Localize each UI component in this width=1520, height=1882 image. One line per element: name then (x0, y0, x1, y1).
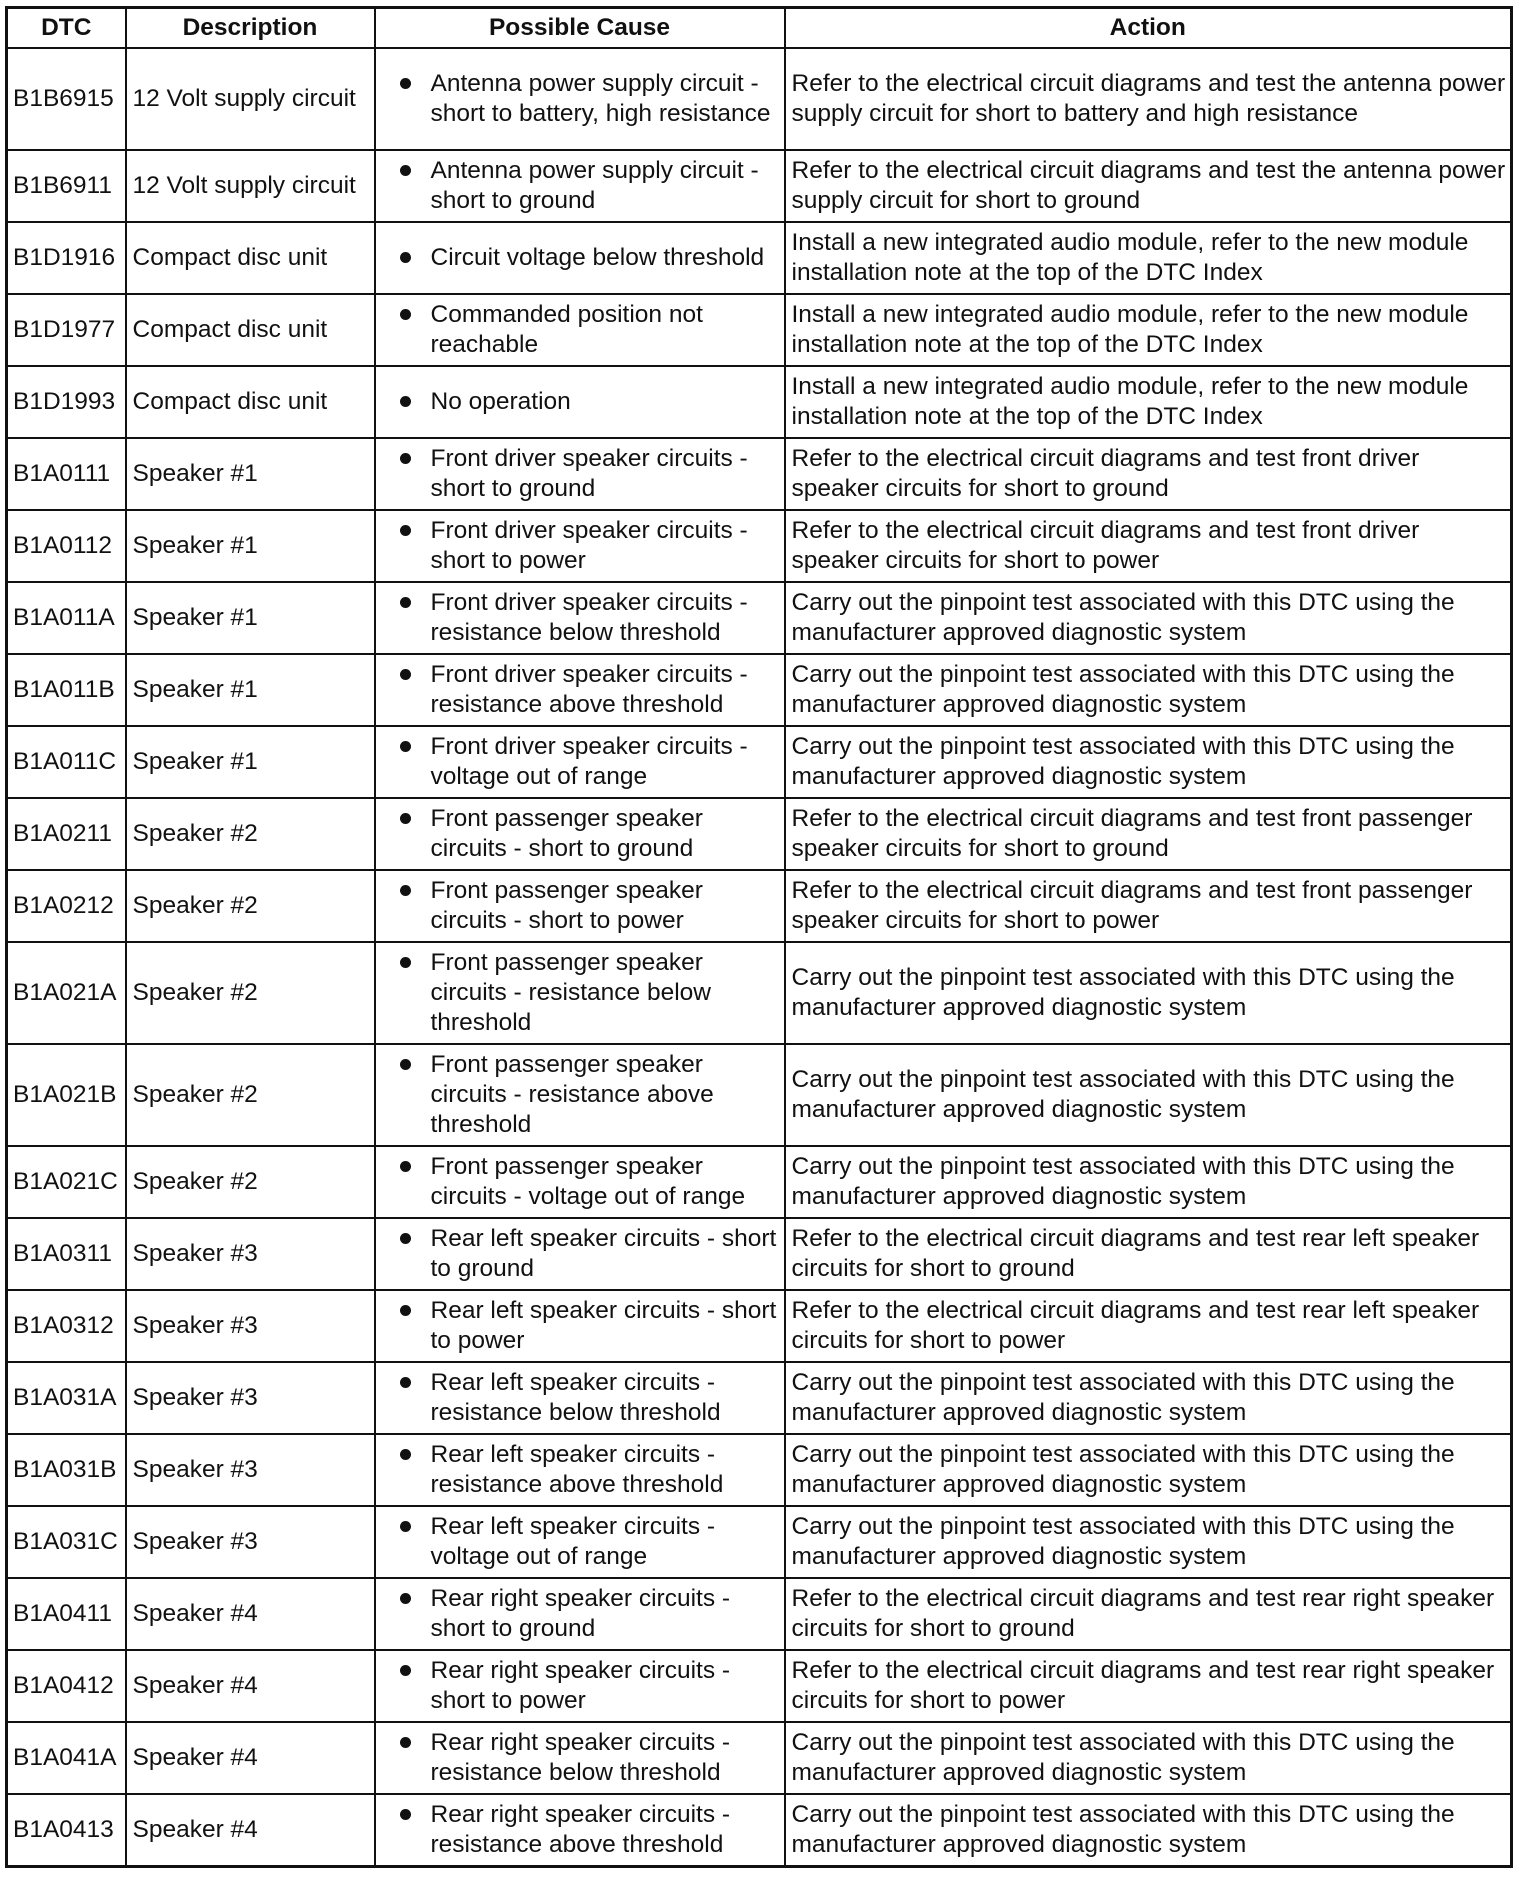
action: Carry out the pinpoint test associated with this DTC using the manufacturer approved diagnostic system (785, 1722, 1512, 1794)
cause-text: Rear left speaker circuits - short to power (430, 1297, 777, 1354)
possible-cause (375, 1362, 785, 1434)
action: Refer to the electrical circuit diagrams and test rear left speaker circuits for short to ground (785, 1218, 1512, 1290)
action: Refer to the electrical circuit diagrams and test the antenna power supply circuit for short to ground (785, 150, 1512, 222)
dtc-code: B1D1977 (7, 294, 126, 366)
description: Speaker #4 (126, 1650, 375, 1722)
bullet-icon (400, 309, 411, 320)
description: Speaker #2 (126, 798, 375, 870)
description: Speaker #1 (126, 438, 375, 510)
dtc-table (5, 6, 1513, 1868)
possible-cause (375, 1722, 785, 1794)
dtc-code: B1D1916 (7, 222, 126, 294)
possible-cause (375, 1290, 785, 1362)
possible-cause (375, 1218, 785, 1290)
cause-text: Rear left speaker circuits - short to ground (430, 1225, 777, 1282)
possible-cause (375, 1578, 785, 1650)
dtc-code: B1A0412 (7, 1650, 126, 1722)
header-row (7, 8, 1512, 49)
description: Speaker #2 (126, 942, 375, 1044)
table-row (7, 1146, 1512, 1218)
bullet-icon (400, 1059, 411, 1070)
table-row (7, 1218, 1512, 1290)
action: Carry out the pinpoint test associated with this DTC using the manufacturer approved diagnostic system (785, 1044, 1512, 1146)
bullet-icon (400, 165, 411, 176)
dtc-code: B1A0111 (7, 438, 126, 510)
dtc-code: B1A021C (7, 1146, 126, 1218)
bullet-icon (400, 669, 411, 680)
possible-cause (375, 510, 785, 582)
bullet-icon (400, 741, 411, 752)
possible-cause (375, 1146, 785, 1218)
cause-text: Rear left speaker circuits - resistance below threshold (430, 1369, 721, 1426)
description: Speaker #3 (126, 1218, 375, 1290)
table-row (7, 870, 1512, 942)
cause-text: Rear left speaker circuits - resistance above threshold (430, 1441, 724, 1498)
dtc-code: B1A0211 (7, 798, 126, 870)
bullet-icon (400, 1233, 411, 1244)
bullet-icon (400, 1665, 411, 1676)
cause-text: Front driver speaker circuits - voltage out of range (430, 733, 748, 790)
dtc-code: B1A0411 (7, 1578, 126, 1650)
action: Refer to the electrical circuit diagrams and test front driver speaker circuits for short to power (785, 510, 1512, 582)
dtc-code: B1A011B (7, 654, 126, 726)
header-dtc: DTC (7, 8, 126, 49)
action: Refer to the electrical circuit diagrams and test front driver speaker circuits for short to ground (785, 438, 1512, 510)
table-row (7, 1362, 1512, 1434)
cause-text: No operation (430, 388, 571, 415)
description: Speaker #3 (126, 1362, 375, 1434)
table-row (7, 48, 1512, 150)
table-row (7, 1650, 1512, 1722)
description: Speaker #2 (126, 870, 375, 942)
action: Carry out the pinpoint test associated with this DTC using the manufacturer approved diagnostic system (785, 582, 1512, 654)
description: Speaker #1 (126, 654, 375, 726)
possible-cause (375, 798, 785, 870)
table-row (7, 1578, 1512, 1650)
cause-text: Rear right speaker circuits - short to power (430, 1657, 731, 1714)
possible-cause (375, 366, 785, 438)
table-row (7, 1290, 1512, 1362)
header-action: Action (785, 8, 1512, 49)
possible-cause (375, 150, 785, 222)
action: Carry out the pinpoint test associated with this DTC using the manufacturer approved diagnostic system (785, 654, 1512, 726)
dtc-code: B1A031A (7, 1362, 126, 1434)
action: Refer to the electrical circuit diagrams and test front passenger speaker circuits for short to ground (785, 798, 1512, 870)
table-row (7, 1044, 1512, 1146)
table-row (7, 1794, 1512, 1866)
dtc-code: B1A011C (7, 726, 126, 798)
description: 12 Volt supply circuit (126, 48, 375, 150)
possible-cause (375, 870, 785, 942)
table-row (7, 150, 1512, 222)
action: Carry out the pinpoint test associated with this DTC using the manufacturer approved diagnostic system (785, 1506, 1512, 1578)
cause-text: Front passenger speaker circuits - short to ground (430, 805, 703, 862)
description: Speaker #3 (126, 1506, 375, 1578)
action: Install a new integrated audio module, refer to the new module installation note at the top of the DTC Index (785, 222, 1512, 294)
table-row (7, 438, 1512, 510)
dtc-code: B1A031B (7, 1434, 126, 1506)
description: Compact disc unit (126, 366, 375, 438)
description: Speaker #4 (126, 1794, 375, 1866)
table-row (7, 798, 1512, 870)
dtc-code: B1A031C (7, 1506, 126, 1578)
cause-text: Rear left speaker circuits - voltage out of range (430, 1513, 716, 1570)
action: Carry out the pinpoint test associated with this DTC using the manufacturer approved diagnostic system (785, 1794, 1512, 1866)
cause-text: Front passenger speaker circuits - voltage out of range (430, 1153, 746, 1210)
bullet-icon (400, 1305, 411, 1316)
description: 12 Volt supply circuit (126, 150, 375, 222)
possible-cause (375, 726, 785, 798)
description: Speaker #2 (126, 1044, 375, 1146)
possible-cause (375, 582, 785, 654)
action: Install a new integrated audio module, refer to the new module installation note at the top of the DTC Index (785, 294, 1512, 366)
possible-cause (375, 48, 785, 150)
action: Refer to the electrical circuit diagrams and test the antenna power supply circuit for short to battery and high resistance (785, 48, 1512, 150)
bullet-icon (400, 1521, 411, 1532)
action: Refer to the electrical circuit diagrams and test rear right speaker circuits for short to ground (785, 1578, 1512, 1650)
description: Compact disc unit (126, 222, 375, 294)
bullet-icon (400, 885, 411, 896)
description: Speaker #2 (126, 1146, 375, 1218)
possible-cause (375, 294, 785, 366)
possible-cause (375, 942, 785, 1044)
action: Carry out the pinpoint test associated with this DTC using the manufacturer approved diagnostic system (785, 1434, 1512, 1506)
bullet-icon (400, 525, 411, 536)
action: Refer to the electrical circuit diagrams and test rear right speaker circuits for short to power (785, 1650, 1512, 1722)
cause-text: Antenna power supply circuit - short to ground (430, 157, 759, 214)
action: Carry out the pinpoint test associated with this DTC using the manufacturer approved diagnostic system (785, 942, 1512, 1044)
bullet-icon (400, 1161, 411, 1172)
possible-cause (375, 1650, 785, 1722)
table-row (7, 1722, 1512, 1794)
cause-text: Front driver speaker circuits - resistance above threshold (430, 661, 748, 718)
action: Refer to the electrical circuit diagrams and test front passenger speaker circuits for short to power (785, 870, 1512, 942)
cause-text: Rear right speaker circuits - resistance below threshold (430, 1729, 731, 1786)
header-possible-cause: Possible Cause (375, 8, 785, 49)
possible-cause (375, 1506, 785, 1578)
bullet-icon (400, 252, 411, 263)
description: Speaker #1 (126, 510, 375, 582)
table-row (7, 366, 1512, 438)
dtc-code: B1B6915 (7, 48, 126, 150)
table-row (7, 582, 1512, 654)
bullet-icon (400, 396, 411, 407)
description: Compact disc unit (126, 294, 375, 366)
cause-text: Front driver speaker circuits - resistance below threshold (430, 589, 748, 646)
dtc-code: B1A0413 (7, 1794, 126, 1866)
possible-cause (375, 1434, 785, 1506)
header-description: Description (126, 8, 375, 49)
cause-text: Front driver speaker circuits - short to power (430, 517, 748, 574)
cause-text: Commanded position not reachable (430, 301, 703, 358)
dtc-code: B1A0312 (7, 1290, 126, 1362)
bullet-icon (400, 1593, 411, 1604)
table-row (7, 1506, 1512, 1578)
description: Speaker #3 (126, 1290, 375, 1362)
table-row (7, 726, 1512, 798)
cause-text: Circuit voltage below threshold (430, 244, 765, 271)
dtc-code: B1D1993 (7, 366, 126, 438)
cause-text: Antenna power supply circuit - short to battery, high resistance (430, 70, 771, 127)
table-row (7, 222, 1512, 294)
dtc-code: B1A0112 (7, 510, 126, 582)
cause-text: Front passenger speaker circuits - resistance below threshold (430, 949, 711, 1036)
dtc-code: B1A041A (7, 1722, 126, 1794)
cause-text: Front driver speaker circuits - short to ground (430, 445, 748, 502)
dtc-code: B1A0311 (7, 1218, 126, 1290)
bullet-icon (400, 597, 411, 608)
dtc-code: B1A021A (7, 942, 126, 1044)
possible-cause (375, 1044, 785, 1146)
table-row (7, 510, 1512, 582)
bullet-icon (400, 1809, 411, 1820)
cause-text: Front passenger speaker circuits - resistance above threshold (430, 1051, 714, 1138)
table-row (7, 1434, 1512, 1506)
dtc-code: B1A021B (7, 1044, 126, 1146)
possible-cause (375, 654, 785, 726)
possible-cause (375, 1794, 785, 1866)
description: Speaker #4 (126, 1578, 375, 1650)
cause-text: Front passenger speaker circuits - short to power (430, 877, 703, 934)
cause-text: Rear right speaker circuits - short to ground (430, 1585, 731, 1642)
bullet-icon (400, 78, 411, 89)
description: Speaker #1 (126, 582, 375, 654)
description: Speaker #3 (126, 1434, 375, 1506)
possible-cause (375, 222, 785, 294)
description: Speaker #1 (126, 726, 375, 798)
bullet-icon (400, 813, 411, 824)
bullet-icon (400, 1449, 411, 1460)
table-row (7, 942, 1512, 1044)
table-row (7, 654, 1512, 726)
dtc-code: B1B6911 (7, 150, 126, 222)
action: Install a new integrated audio module, refer to the new module installation note at the top of the DTC Index (785, 366, 1512, 438)
bullet-icon (400, 1737, 411, 1748)
bullet-icon (400, 957, 411, 968)
action: Carry out the pinpoint test associated with this DTC using the manufacturer approved diagnostic system (785, 1362, 1512, 1434)
dtc-code: B1A0212 (7, 870, 126, 942)
possible-cause (375, 438, 785, 510)
action: Refer to the electrical circuit diagrams and test rear left speaker circuits for short to power (785, 1290, 1512, 1362)
cause-text: Rear right speaker circuits - resistance above threshold (430, 1800, 731, 1858)
table-row (7, 294, 1512, 366)
dtc-code: B1A011A (7, 582, 126, 654)
action: Carry out the pinpoint test associated with this DTC using the manufacturer approved diagnostic system (785, 726, 1512, 798)
description: Speaker #4 (126, 1722, 375, 1794)
bullet-icon (400, 1377, 411, 1388)
action: Carry out the pinpoint test associated with this DTC using the manufacturer approved diagnostic system (785, 1146, 1512, 1218)
bullet-icon (400, 453, 411, 464)
